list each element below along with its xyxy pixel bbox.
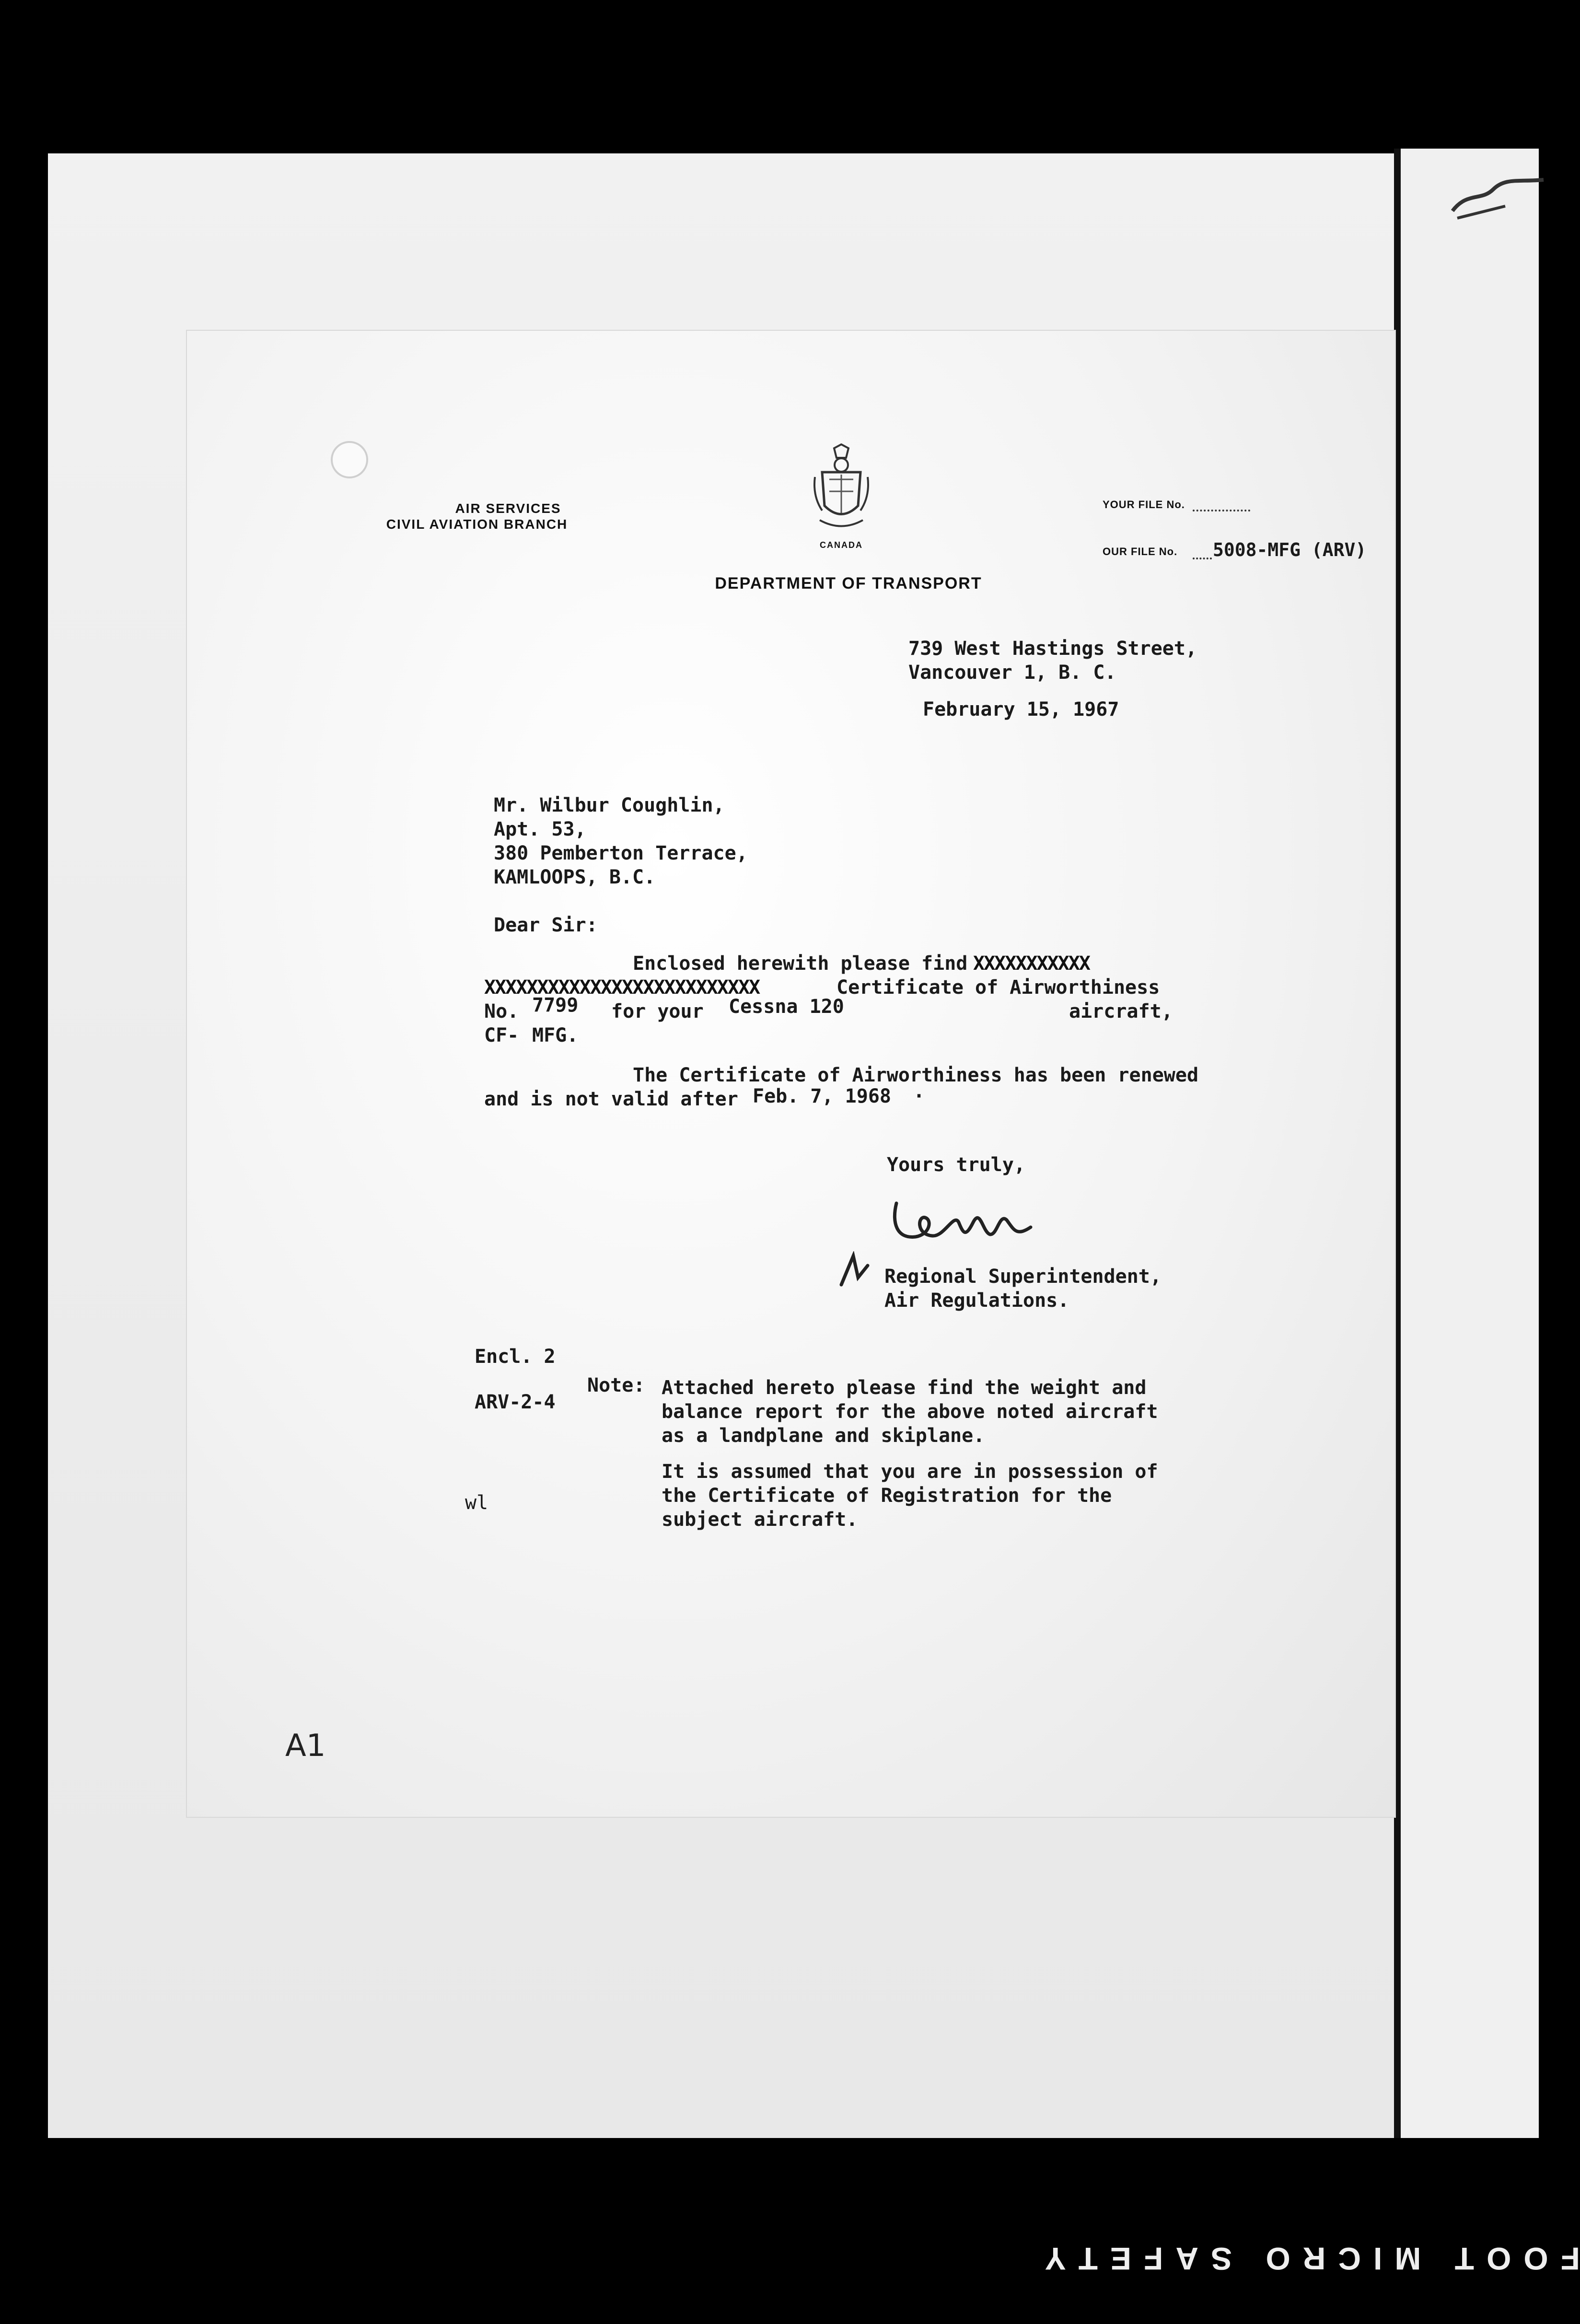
enclosure-count: Encl. 2 [475,1346,556,1368]
frame-divider [1394,149,1401,2138]
our-file-label: OUR FILE No. [1103,546,1178,558]
body-p2-line2: and is not valid after [484,1088,738,1110]
sender-address-line1: 739 West Hastings Street, [908,638,1197,660]
letter-date: February 15, 1967 [923,698,1119,720]
for-your-text: for your [611,1000,704,1023]
microfilm-edge-text: FOOT MICRO SAFETY [1032,2241,1580,2277]
adjacent-frame-strip [1395,149,1539,2138]
recipient-line2: Apt. 53, [494,818,586,840]
note2-line1: It is assumed that you are in possession of [662,1461,1158,1483]
closing-yours-truly: Yours truly, [887,1154,1025,1176]
body-p1-line1: Enclosed herewith please find [633,953,968,975]
salutation: Dear Sir: [494,914,598,936]
note-label: Note: [587,1374,645,1396]
your-file-label: YOUR FILE No. [1103,499,1185,511]
note-line1: Attached hereto please find the weight and [662,1377,1147,1399]
scribble-mark [1448,173,1553,225]
cert-number: 7799 [532,994,579,1016]
recipient-line1: Mr. Wilbur Coughlin, [494,794,725,816]
aircraft-word: aircraft, [1069,1000,1173,1023]
registration-prefix: CF- [484,1024,519,1046]
punch-hole [331,441,368,478]
registration-suffix: MFG. [532,1024,579,1046]
struck-out-text: XXXXXXXXXXXXXXXXXXXXXXXXXX [484,976,760,999]
body-p1-line2-tail: Certificate of Airworthiness [836,976,1160,999]
our-file-value: 5008-MFG (ARV) [1213,539,1367,560]
note-line3: as a landplane and skiplane. [662,1425,985,1447]
recipient-line3: 380 Pemberton Terrace, [494,842,748,864]
aircraft-type: Cessna 120 [729,996,844,1018]
struck-out-text: XXXXXXXXXXX [973,953,1090,975]
typist-initials: wl [465,1492,488,1514]
our-file-dots [1193,557,1212,559]
header-left-line1: AIR SERVICES [455,501,561,516]
recipient-line4: KAMLOOPS, B.C. [494,866,656,888]
department-title: DEPARTMENT OF TRANSPORT [715,574,982,593]
your-file-blank [1193,509,1250,511]
note2-line2: the Certificate of Registration for the [662,1485,1112,1507]
canada-crest-icon [810,443,872,539]
note2-line3: subject aircraft. [662,1509,858,1531]
sender-address-line2: Vancouver 1, B. C. [908,662,1116,684]
header-left-line2: CIVIL AVIATION BRANCH [386,517,568,532]
signer-title-line1: Regional Superintendent, [884,1266,1162,1288]
note-line2: balance report for the above noted aircraft [662,1401,1158,1423]
cert-no-label: No. [484,1000,519,1023]
handwritten-signature [887,1194,1050,1251]
valid-until-date: Feb. 7, 1968 [753,1085,891,1107]
per-mark [836,1251,870,1290]
signer-title-line2: Air Regulations. [884,1290,1069,1312]
date-trailing-dot: · [913,1085,925,1107]
margin-mark: A1 [285,1728,326,1764]
crest-caption: CANADA [820,540,863,550]
reference-code: ARV-2-4 [475,1391,556,1413]
body-p2-line1: The Certificate of Airworthiness has been renewed [633,1064,1199,1086]
